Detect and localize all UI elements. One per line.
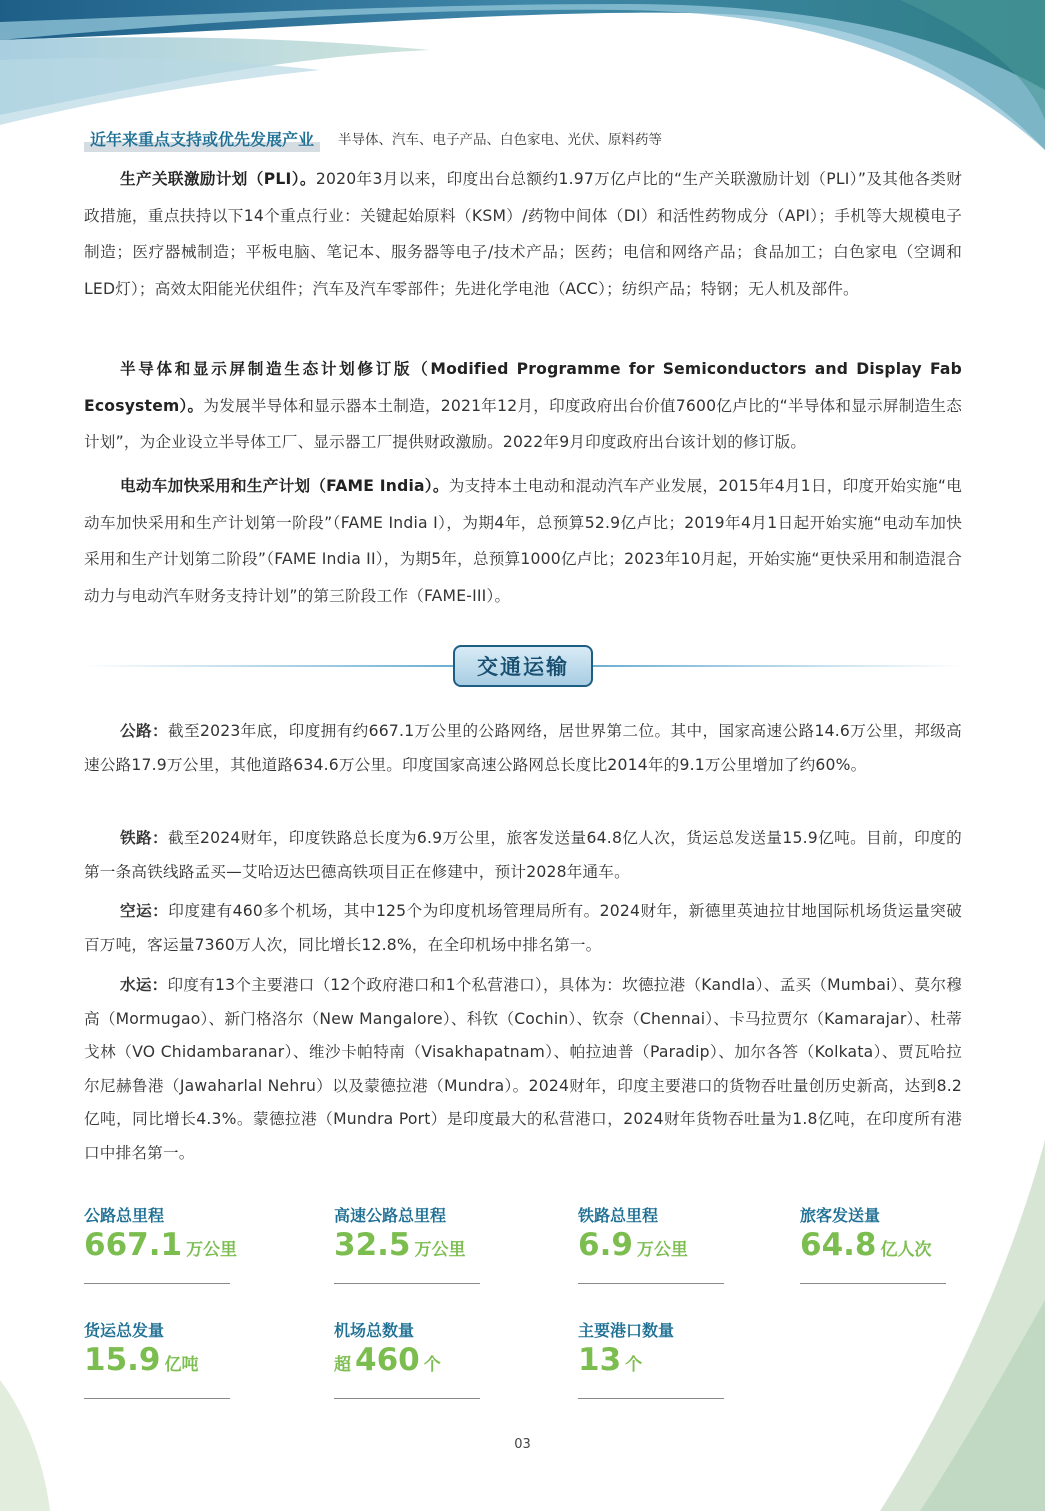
transport-title: 公路：	[120, 722, 168, 740]
stat-value-row	[84, 1342, 230, 1384]
stat-number: 15.9	[84, 1342, 161, 1378]
policy-semiconductor-paragraph	[84, 351, 962, 461]
stat-road-mileage	[84, 1203, 238, 1284]
policy-text: 为发展半导体和显示器本土制造，2021年12月，印度政府出台价值7600亿卢比的“半导体和显示屏制造生态计划”，为企业设立半导体工厂、显示器工厂提供财政激励。2022年9月印度政府出台该计划的修订版。	[84, 396, 962, 451]
transport-title: 水运：	[120, 976, 168, 994]
stat-label: 机场总数量	[334, 1321, 415, 1340]
transport-text: 截至2024财年，印度铁路总长度为6.9万公里，旅客发送量64.8亿人次，货运总发送量15.9亿吨。目前，印度的第一条高铁线路孟买—艾哈迈达巴德高铁项目正在修建中，预计2028年通车。	[84, 829, 962, 881]
focus-industries-value: 半导体、汽车、电子产品、白色家电、光伏、原料药等	[338, 132, 663, 148]
stat-unit: 个	[423, 1355, 441, 1375]
stat-underline	[334, 1283, 480, 1284]
stat-unit: 个	[625, 1355, 643, 1375]
stat-underline	[84, 1398, 230, 1399]
stat-number: 32.5	[334, 1227, 411, 1263]
stat-underline	[800, 1283, 946, 1284]
stat-unit: 亿人次	[880, 1240, 932, 1260]
focus-industries-row	[84, 124, 662, 152]
transport-text: 印度建有460多个机场，其中125个为印度机场管理局所有。2024财年，新德里英迪拉甘地国际机场货运量突破百万吨，客运量7360万人次，同比增长12.8%，在全印机场中排名第一。	[84, 902, 962, 954]
section-divider-left	[84, 665, 454, 667]
policy-pli-paragraph	[84, 161, 962, 307]
stat-unit: 亿吨	[164, 1355, 199, 1375]
policy-title: 生产关联激励计划（PLI）。	[120, 170, 316, 188]
transport-text: 截至2023年底，印度拥有约667.1万公里的公路网络，居世界第二位。其中，国家高速公路14.6万公里，邦级高速公路17.9万公里，其他道路634.6万公里。印度国家高速公路网总长度比2014年的9.1万公里增加了约60%。	[84, 722, 962, 774]
stat-value-row	[800, 1227, 946, 1269]
stat-number: 667.1	[84, 1227, 183, 1263]
policy-title: 电动车加快采用和生产计划（FAME India）。	[120, 477, 449, 495]
stat-underline	[578, 1398, 724, 1399]
policy-fame-paragraph	[84, 468, 962, 614]
stat-label: 公路总里程	[84, 1206, 165, 1225]
section-divider-right	[592, 665, 964, 667]
transport-rail-paragraph	[84, 822, 962, 889]
stat-passenger-volume	[800, 1203, 946, 1284]
transport-water-paragraph	[84, 969, 962, 1170]
stat-label: 铁路总里程	[578, 1206, 659, 1225]
stat-unit: 万公里	[636, 1240, 688, 1260]
stat-underline	[334, 1398, 480, 1399]
transport-air-paragraph	[84, 895, 962, 962]
transport-title: 铁路：	[120, 829, 169, 847]
stat-number: 64.8	[800, 1227, 877, 1263]
stat-freight-volume	[84, 1318, 230, 1399]
stat-prefix: 超	[334, 1355, 351, 1375]
policy-title: 半导体和显示屏制造生态计划修订版（Modified Programme for Semiconductors and Display Fab Ecosystem）。	[84, 360, 962, 415]
stat-airport-count	[334, 1318, 480, 1399]
stat-label: 货运总发量	[84, 1321, 165, 1340]
stat-number: 6.9	[578, 1227, 633, 1263]
page-number: 03	[514, 1437, 531, 1452]
policy-text: 2020年3月以来，印度出台总额约1.97万亿卢比的“生产关联激励计划（PLI）”及其他各类财政措施，重点扶持以下14个重点行业：关键起始原料（KSM）/药物中间体（DI）和活性药物成分（API）；手机等大规模电子制造；医疗器械制造；平板电脑、笔记本、服务器等电子/技术产品；医药；电信和网络产品；食品加工；白色家电（空调和LED灯）；高效太阳能光伏组件；汽车及汽车零部件；先进化学电池（ACC）；纺织产品；特钢；无人机及部件。	[84, 170, 962, 298]
section-title-transport: 交通运输	[453, 645, 593, 687]
stat-value-row	[578, 1227, 724, 1269]
focus-industries-label: 近年来重点支持或优先发展产业	[84, 127, 320, 150]
stat-label: 主要港口数量	[578, 1321, 675, 1340]
stat-value-row	[578, 1342, 724, 1384]
stat-unit: 万公里	[414, 1240, 466, 1260]
stat-highway-mileage	[334, 1203, 480, 1284]
stat-rail-mileage	[578, 1203, 724, 1284]
stat-label: 高速公路总里程	[334, 1206, 447, 1225]
transport-road-paragraph	[84, 715, 962, 782]
stat-value-row	[334, 1342, 480, 1384]
policy-text: 为支持本土电动和混动汽车产业发展，2015年4月1日，印度开始实施“电动车加快采用和生产计划第一阶段”（FAME India I），为期4年，总预算52.9亿卢比；2019年4月1日起开始实施“电动车加快采用和生产计划第二阶段”（FAME India II），为期5年，总预算1000亿卢比；2023年10月起，开始实施“更快采用和制造混合动力与电动汽车财务支持计划”的第三阶段工作（FAME-III）。	[84, 477, 962, 605]
stat-unit: 万公里	[186, 1240, 238, 1260]
transport-text: 印度有13个主要港口（12个政府港口和1个私营港口），具体为：坎德拉港（Kandla）、孟买（Mumbai）、莫尔穆高（Mormugao）、新门格洛尔（New Mangalore）、科钦（Cochin）、钦奈（Chennai）、卡马拉贾尔（Kamarajar）、杜蒂戈林（VO Chidambaranar）、维沙卡帕特南（Visakhapatnam）、帕拉迪普（Paradip）、加尔各答（Kolkata）、贾瓦哈拉尔尼赫鲁港（Jawaharlal Nehru）以及蒙德拉港（Mundra）。2024财年，印度主要港口的货物吞吐量创历史新高，达到8.2亿吨，同比增长4.3%。蒙德拉港（Mundra Port）是印度最大的私营港口，2024财年货物吞吐量为1.8亿吨，在印度所有港口中排名第一。	[84, 976, 962, 1162]
stat-underline	[578, 1283, 724, 1284]
stat-underline	[84, 1283, 230, 1284]
transport-title: 空运：	[120, 902, 169, 920]
stat-value-row	[334, 1227, 480, 1269]
stat-label: 旅客发送量	[800, 1206, 881, 1225]
stat-number: 13	[578, 1342, 622, 1378]
stat-number: 460	[355, 1342, 420, 1378]
stat-port-count	[578, 1318, 724, 1399]
stat-value-row	[84, 1227, 238, 1269]
